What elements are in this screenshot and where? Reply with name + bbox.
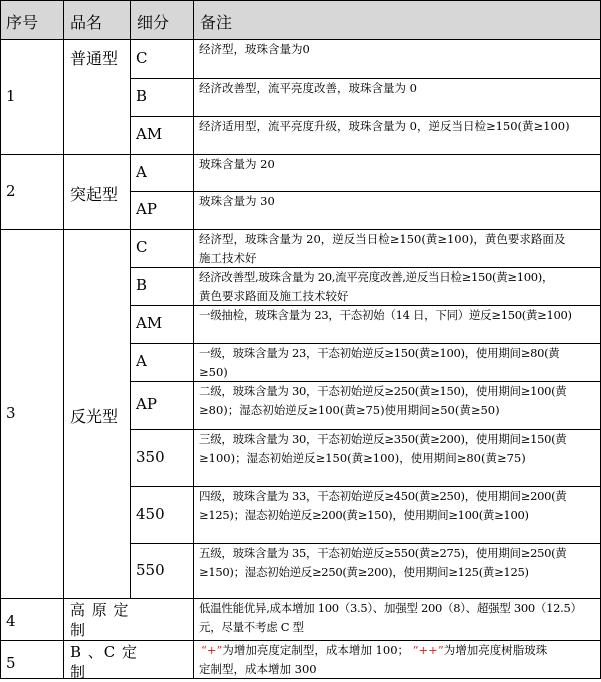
note-text: 经济型，玻珠含量为0 <box>199 42 310 56</box>
grid-line-v <box>63 0 64 679</box>
note-segment: 为增加亮度树脂玻珠 <box>443 643 548 657</box>
product-name: 普通型 <box>70 49 119 68</box>
note-text: 定制型，成本增加 300 <box>199 662 317 676</box>
note-text: 一级，玻珠含量为 23，干态初始逆反≥150(黄≥100)，使用期间≥80(黄 <box>199 346 560 360</box>
grid-line-v <box>193 0 194 679</box>
note-text: 经济型，玻珠含量为 20，逆反当日检≥150(黄≥100)，黄色要求路面及 <box>199 232 566 246</box>
row-number: 3 <box>6 403 16 422</box>
note-text: ≥150)；湿态初始逆反≥250(黄≥200)，使用期间≥125(黄≥125) <box>199 565 529 579</box>
header-sub: 细分 <box>137 13 170 32</box>
row-number: 1 <box>6 86 16 105</box>
note-text: ≥50) <box>199 365 228 379</box>
note-text: ≥100)；湿态初始逆反≥150(黄≥100)，使用期间≥80(黄≥75) <box>199 451 526 465</box>
highlight-mark: “++” <box>409 643 444 657</box>
header-no: 序号 <box>6 13 39 32</box>
product-name: 突起型 <box>70 184 119 204</box>
row-number: 5 <box>6 654 16 672</box>
sub-type: A <box>136 352 147 370</box>
note-text: ≥125)；湿态初始逆反≥200(黄≥150)，使用期间≥100(黄≥100) <box>199 508 529 522</box>
sub-type: C <box>136 48 148 67</box>
group-separator <box>0 154 601 155</box>
note-text: 经济改善型,玻珠含量为 20,流平亮度改善,逆反当日检≥150(黄≥100)， <box>199 270 554 284</box>
sub-type: C <box>136 238 148 256</box>
note-text: 一级抽检，玻珠含量为 23，干态初始（14 日，下同）逆反≥150(黄≥100) <box>199 308 572 322</box>
note-text <box>199 641 547 660</box>
note-text: 三级，玻珠含量为 30，干态初始逆反≥350(黄≥200)，使用期间≥150(黄 <box>199 432 567 446</box>
product-name: B 、C 定 <box>70 643 139 661</box>
row-number: 2 <box>6 181 16 200</box>
sub-type: 450 <box>136 504 165 523</box>
sub-type: B <box>136 276 148 294</box>
note-text: 元，尽量不考虑 C 型 <box>199 620 304 634</box>
sub-type: AM <box>136 314 163 332</box>
note-text: 玻珠含量为 20 <box>199 157 275 171</box>
sub-type: B <box>136 87 148 105</box>
product-name: 制 <box>70 663 87 681</box>
header-note: 备注 <box>200 13 233 32</box>
note-text: 低温性能优异,成本增加 100（3.5）、加强型 200（8）、超强型 300（12.5） <box>199 601 582 615</box>
table-left-border <box>0 0 1 679</box>
note-text: 施工技术好 <box>199 251 257 265</box>
note-text: 经济改善型，流平亮度改善，玻珠含量为 0 <box>199 81 417 95</box>
product-name: 制 <box>70 621 87 639</box>
note-text: 五级，玻珠含量为 35，干态初始逆反≥550(黄≥275)，使用期间≥250(黄 <box>199 546 567 560</box>
sub-type: AP <box>136 200 157 218</box>
note-text: 二级，玻珠含量为 30，干态初始逆反≥250(黄≥150)，使用期间≥100(黄 <box>199 384 567 398</box>
product-name: 高 原 定 <box>70 601 130 619</box>
note-text: ≥80)；湿态初始逆反≥100(黄≥75)使用期间≥50(黄≥50) <box>199 403 500 417</box>
row-number: 4 <box>6 612 16 630</box>
note-text: 玻珠含量为 30 <box>199 194 275 208</box>
product-name: 反光型 <box>70 406 119 426</box>
sub-type: AP <box>136 395 157 413</box>
sub-type: AM <box>136 125 163 143</box>
note-segment: 为增加亮度定制型，成本增加 100； <box>222 643 410 657</box>
highlight-mark: “+” <box>201 643 223 657</box>
header-product: 品名 <box>70 13 103 32</box>
note-text: 经济适用型，流平亮度升级，玻珠含量为 0，逆反当日检≥150(黄≥100) <box>199 119 570 133</box>
note-text: 黄色要求路面及施工技术较好 <box>199 289 349 303</box>
sub-type: 550 <box>136 560 165 579</box>
grid-line-v <box>130 0 131 598</box>
sub-type: 350 <box>136 447 165 466</box>
table-top-border <box>0 0 601 1</box>
sub-type: A <box>136 162 147 181</box>
note-text: 四级，玻珠含量为 33，干态初始逆反≥450(黄≥250)，使用期间≥200(黄 <box>199 489 567 503</box>
